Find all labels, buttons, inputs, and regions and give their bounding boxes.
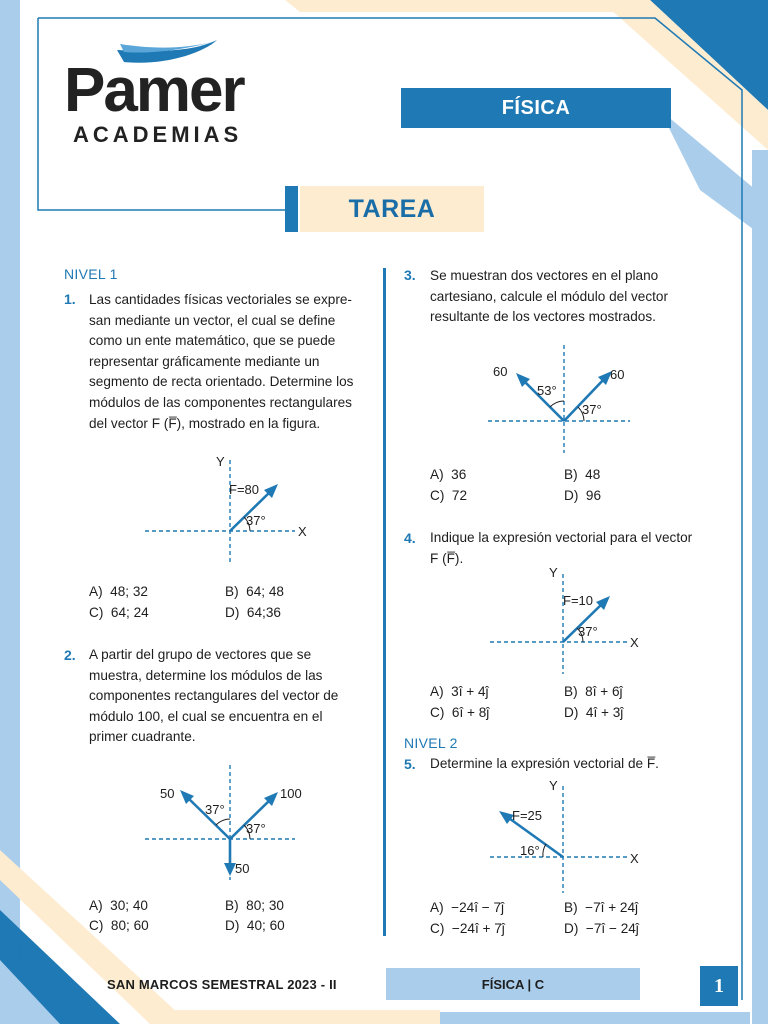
y-axis-label: Y [549,778,558,793]
x-axis-label: X [298,524,307,539]
force-label: F=25 [512,808,542,823]
brand-subtitle: ACADEMIAS [73,122,243,147]
page-number: 1 [700,966,738,1006]
option-a[interactable]: A) −24î − 7ĵ [430,900,505,915]
option-d[interactable]: D) 64;36 [225,605,281,620]
question-number: 2. [64,647,76,663]
option-c[interactable]: C) 72 [430,488,468,503]
section-title: TAREA [300,186,484,232]
vector-label: 100 [280,786,302,801]
question-number: 3. [404,267,416,283]
question-1-text: Las cantidades físicas vectoriales se expre- san mediante un vector, el cual se define como un ente matemático, que se puede representar gráficamente mediante un segmento de recta orientado. Determine los módulos de las componentes rectangulares del vector F (F̅), mostrado en la figura. [89,292,354,431]
vector-figure-2 [140,760,320,885]
angle-label: 53° [537,383,557,398]
option-b[interactable]: B) −7î + 24ĵ [564,900,639,915]
footer-course: SAN MARCOS SEMESTRAL 2023 - II [107,977,337,992]
question-3-text: Se muestran dos vectores en el plano cartesiano, calcule el módulo del vector resultante de los vectores mostrados. [430,268,669,325]
option-a[interactable]: A) 36 [430,467,467,482]
vector-label: 50 [235,861,250,876]
angle-label: 37° [246,821,266,836]
option-c[interactable]: C) 64; 24 [89,605,149,620]
option-a[interactable]: A) 3î + 4ĵ [430,684,489,699]
angle-label: 37° [246,513,266,528]
force-label: F=80 [229,482,259,497]
section-accent [285,186,298,232]
angle-label: 37° [578,624,598,639]
angle-label: 37° [205,802,225,817]
option-b[interactable]: B) 48 [564,467,601,482]
option-b[interactable]: B) 80; 30 [225,898,284,913]
vector-figure-3 [480,345,650,455]
level-heading: NIVEL 2 [404,735,458,751]
option-d[interactable]: D) 4î + 3ĵ [564,705,624,720]
vector-figure-1 [140,450,320,570]
x-axis-label: X [630,851,639,866]
question-number: 1. [64,291,76,307]
question-4-text: Indique la expresión vectorial para el vector F (F̅). [430,530,693,566]
vector-figure-4 [480,562,650,677]
option-c[interactable]: C) 6î + 8ĵ [430,705,490,720]
y-axis-label: Y [216,454,225,469]
footer-subject: FÍSICA | C [386,968,640,1000]
option-b[interactable]: B) 64; 48 [225,584,284,599]
vector-label: 60 [493,364,508,379]
option-d[interactable]: D) −7î − 24ĵ [564,921,639,936]
y-axis-label: Y [549,565,558,580]
column-divider [383,268,386,936]
option-c[interactable]: C) −24î + 7ĵ [430,921,505,936]
angle-label: 37° [582,402,602,417]
force-label: F=10 [563,593,593,608]
option-d[interactable]: D) 96 [564,488,602,503]
question-2-text: A partir del grupo de vectores que se muestra, determine los módulos de las componentes rectangulares del vector de módulo 100, el cual se encuentra en el primer cuadrante. [89,647,339,745]
option-c[interactable]: C) 80; 60 [89,918,149,933]
vector-figure-5 [480,778,650,896]
x-axis-label: X [630,635,639,650]
brand-name: Pamer [64,56,244,125]
option-d[interactable]: D) 40; 60 [225,918,285,933]
option-a[interactable]: A) 48; 32 [89,584,148,599]
option-a[interactable]: A) 30; 40 [89,898,148,913]
option-b[interactable]: B) 8î + 6ĵ [564,684,623,699]
subject-banner: FÍSICA [401,88,671,128]
vector-label: 60 [610,367,625,382]
question-number: 5. [404,756,416,772]
question-number: 4. [404,530,416,546]
vector-label: 50 [160,786,175,801]
angle-label: 16° [520,843,540,858]
question-5-text: Determine la expresión vectorial de F̅. [430,756,659,771]
level-heading: NIVEL 1 [64,266,118,282]
